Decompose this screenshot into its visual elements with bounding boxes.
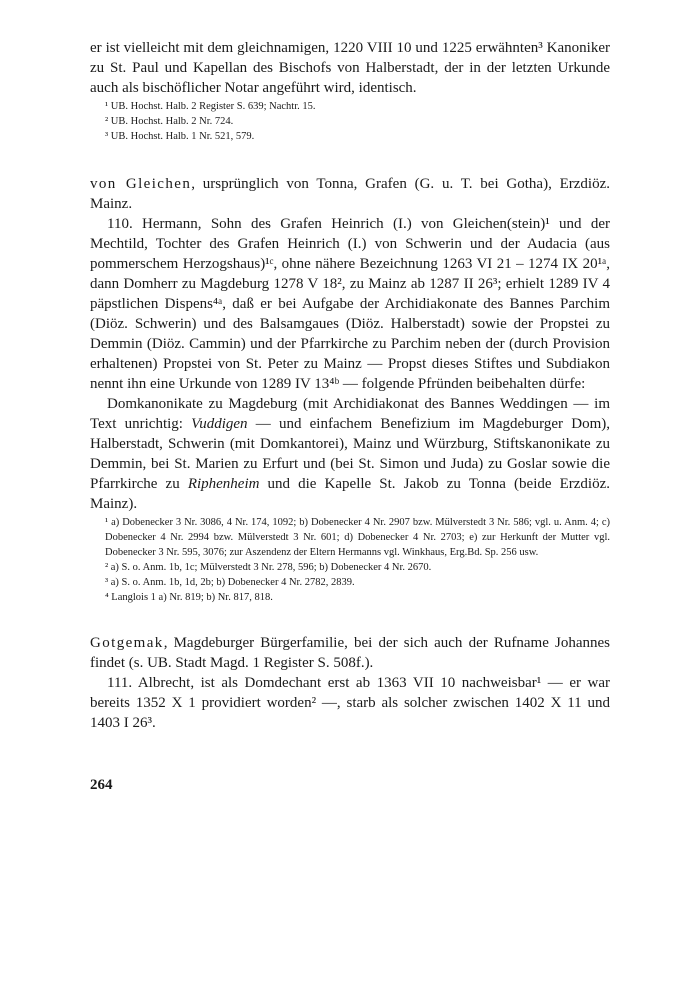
- footnotes-block-1: [90, 99, 610, 144]
- footnotes-block-2: [90, 515, 610, 605]
- family-name: von Gleichen: [90, 176, 192, 192]
- footnote: ² UB. Hochst. Halb. 2 Nr. 724.: [105, 116, 234, 127]
- italic-term: Vuddigen: [191, 416, 248, 432]
- page-number: 264: [90, 777, 113, 793]
- family-heading-gotgemak: [90, 633, 610, 673]
- benefice-list: Domkanonikate zu Magdeburg (mit Archidiakonat des Bannes Weddingen — im Text unrichtig: Vuddigen — und einfachem Benefizium im Magdeburger Dom), Halberstadt, Schwerin (mit Domkantorei), Mainz und Würzburg, Stiftskanonikate zu Demmin, bei St. Marien zu Erfurt und (bei St. Simon und Juda) zu Goslar sowie die Pfarrkirche zu Riphenheim und die Kapelle St. Jakob zu Tonna (beide Erzdiöz. Mainz).: [90, 396, 611, 512]
- footnote: ² a) S. o. Anm. 1b, 1c; Mülverstedt 3 Nr. 278, 596; b) Dobenecker 4 Nr. 2670.: [105, 562, 432, 573]
- continuation-paragraph: er ist vielleicht mit dem gleichnamigen, 1220 VIII 10 und 1225 erwähnten³ Kanoniker zu St. Paul und Kapellan des Bischofs von Halberstadt, der in der letzten Urkunde auch als bischöflicher Notar angeführt wird, identisch.: [90, 40, 610, 96]
- footnote: ³ UB. Hochst. Halb. 1 Nr. 521, 579.: [105, 131, 255, 142]
- footnote: ¹ UB. Hochst. Halb. 2 Register S. 639; Nachtr. 15.: [105, 101, 316, 112]
- page-content: [90, 38, 610, 733]
- footnote: ¹ a) Dobenecker 3 Nr. 3086, 4 Nr. 174, 1092; b) Dobenecker 4 Nr. 2907 bzw. Mülverstedt 3 Nr. 586; vgl. u. Anm. 4; c) Dobenecker 4 Nr. 2994 bzw. Mülverstedt 3 Nr. 601; d) Dobenecker 4 Nr. 2703; e) zur Herkunft der Mutter vgl. Dobenecker 3 Nr. 595, 3076; zur Aszendenz der Eltern Hermanns vgl. Winkhaus, Erg.Bd. Sp. 256 usw.: [105, 517, 610, 558]
- entry-111: 111. Albrecht, ist als Domdechant erst ab 1363 VII 10 nachweisbar¹ — er war bereits 1352 X 1 providiert worden² —, starb als solcher zwischen 1402 X 11 und 1403 I 26³.: [90, 675, 610, 731]
- family-intro: , Magdeburger Bürgerfamilie, bei der sich auch der Rufname Johannes findet (s. UB. Stadt Magd. 1 Register S. 508f.).: [90, 635, 610, 671]
- family-heading-gleichen: [90, 174, 610, 214]
- entry-110: 110. Hermann, Sohn des Grafen Heinrich (I.) von Gleichen(stein)¹ und der Mechtild, Tochter des Grafen Heinrich (I.) von Schwerin und der Audacia (aus pommerschem Herzogshaus)¹ᶜ, ohne nähere Bezeichnung 1263 VI 21 – 1274 IX 20¹ᵃ, dann Domherr zu Magdeburg 1278 V 18², zu Mainz ab 1287 II 26³; erhielt 1289 IV 4 päpstlichen Dispens⁴ᵃ, daß er bei Aufgabe der Archidiakonate des Bannes Parchim (Diöz. Schwerin) und des Balsamgaues (Diöz. Halberstadt) sowie der Propstei zu Demmin (Diöz. Cammin) und der Pfarrkirche zu Parchim neben der (durch Provision erhaltenen) Propstei von St. Peter zu Mainz — Propst dieses Stiftes und Subdiakon nennt ihn eine Urkunde von 1289 IV 13⁴ᵇ — folgende Pfründen beibehalten dürfe:: [90, 216, 610, 392]
- family-intro: , ursprünglich von Tonna, Grafen (G. u. T. bei Gotha), Erzdiöz. Mainz.: [90, 176, 610, 212]
- footnote: ³ a) S. o. Anm. 1b, 1d, 2b; b) Dobenecker 4 Nr. 2782, 2839.: [105, 577, 355, 588]
- italic-term: Riphenheim: [187, 476, 260, 492]
- family-name: Gotgemak: [90, 635, 164, 651]
- footnote: ⁴ Langlois 1 a) Nr. 819; b) Nr. 817, 818.: [105, 592, 273, 603]
